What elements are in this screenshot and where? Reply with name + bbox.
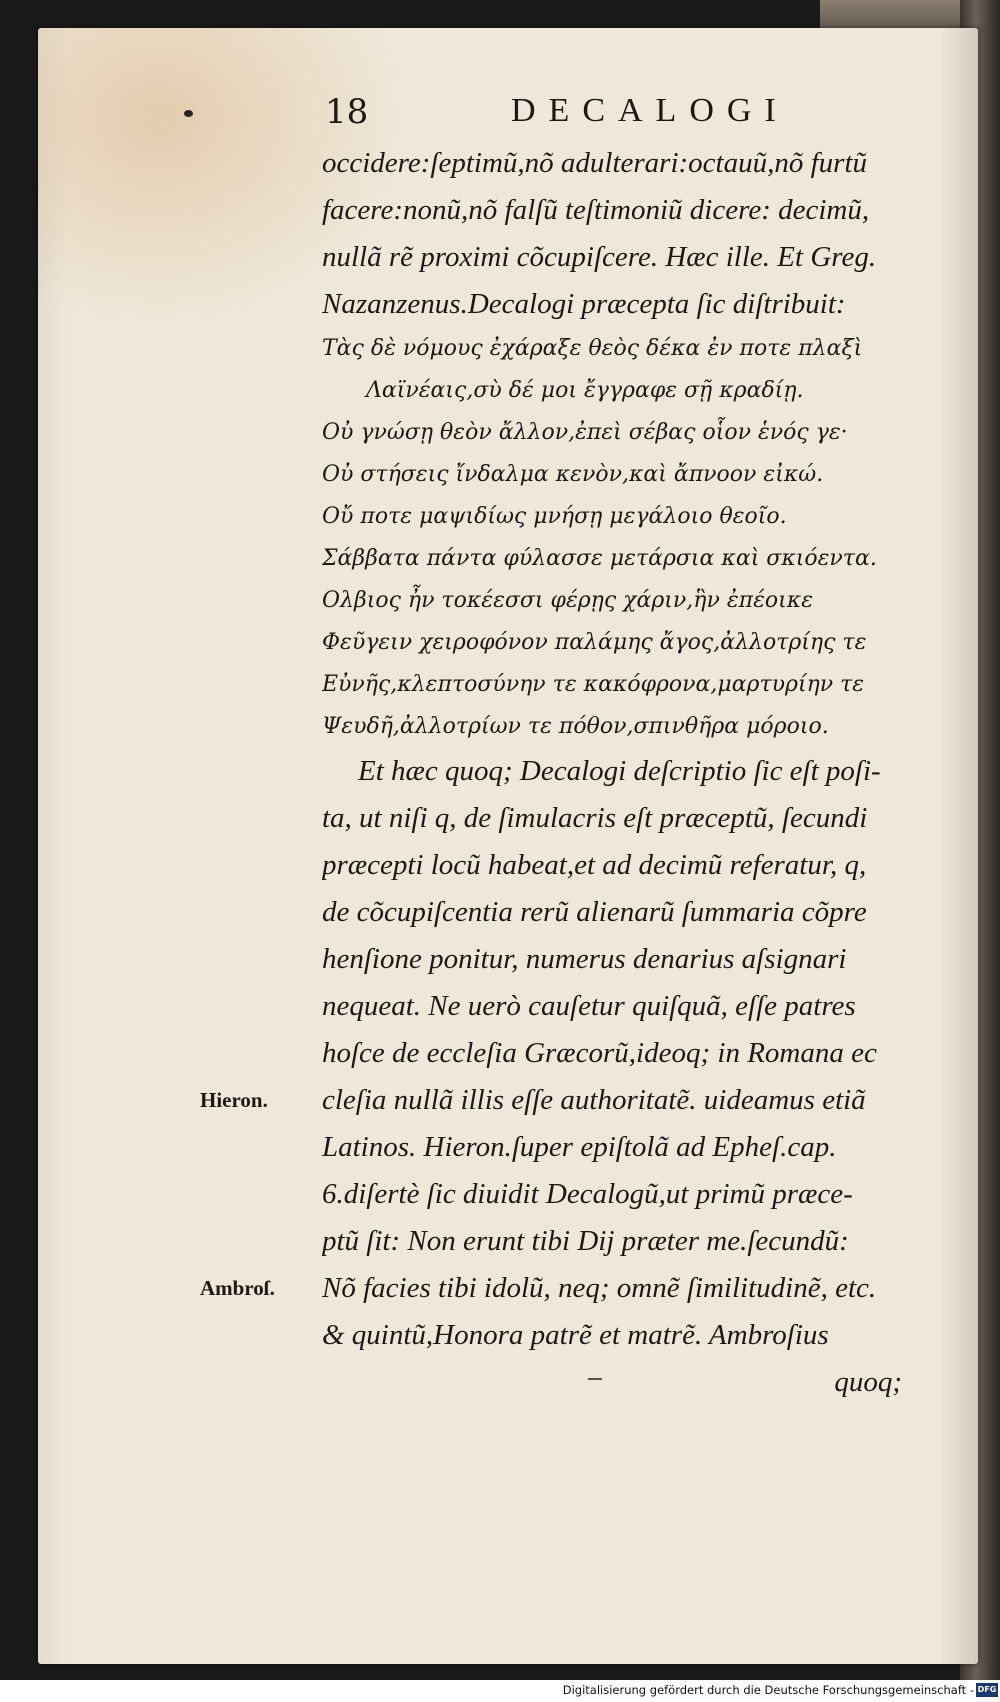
text-line: nullã rẽ proximi cõcupiſcere. Hæc ille. Et Greg. <box>322 241 877 273</box>
text-line: & quintũ,Honora patrẽ et matrẽ. Ambroſius <box>322 1319 829 1351</box>
text-line: Nazanzenus.Decalogi præcepta ſic diſtribuit: <box>322 288 846 320</box>
text-line: Et hæc quoq; Decalogi deſcriptio ſic eſt poſi- <box>358 755 881 787</box>
ink-spot <box>184 110 193 117</box>
footer-credit: Digitalisierung gefördert durch die Deutsche Forschungsgemeinschaft - <box>562 1683 974 1697</box>
greek-verse-line: Οὐ στήσεις ἴνδαλμα κενὸν,καὶ ἄπνοον εἰκώ. <box>322 462 824 487</box>
greek-verse-line: Σάββατα πάντα φύλασσε μετάρσια καὶ σκιόεντα. <box>322 546 877 571</box>
text-line: ptũ ſit: Non erunt tibi Dij præter me.ſecundũ: <box>322 1225 849 1257</box>
running-title: DECALOGI <box>511 92 789 129</box>
text-line: præcepti locũ habeat,et ad decimũ referatur, q, <box>322 849 867 881</box>
text-line: facere:nonũ,nõ falſũ teſtimoniũ dicere: decimũ, <box>322 194 870 226</box>
text-line: Nõ facies tibi idolũ, neq; omnẽ ſimilitudinẽ, etc. <box>322 1272 877 1304</box>
text-line: henſione ponitur, numerus denarius aſsignari <box>322 943 847 975</box>
greek-verse-line: Φεῦγειν χειροφόνον παλάμης ἄγος,ἀλλοτρίης τε <box>322 630 867 655</box>
greek-verse-line: Τὰς δὲ νόμους ἐχάραξε θεὸς δέκα ἐν ποτε πλαξὶ <box>322 336 863 361</box>
greek-verse-line: Λαϊνέαις,σὺ δέ μοι ἔγγραφε σῇ κραδίῃ. <box>366 378 804 403</box>
page-number: 18 <box>325 92 369 132</box>
greek-verse-line: Οὔ ποτε μαψιδίως μνήσῃ μεγάλοιο θεοῖο. <box>322 504 787 529</box>
text-line: ta, ut niſi q, de ſimulacris eſt præceptũ, ſecundi <box>322 802 868 834</box>
greek-verse-line: Οὐ γνώσῃ θεὸν ἄλλον,ἐπεὶ σέβας οἷον ἑνός γε· <box>322 420 848 445</box>
dfg-logo: DFG <box>976 1683 998 1697</box>
greek-verse-line: Ολβιος ἦν τοκέεσσι φέρῃς χάριν,ἣν ἐπέοικε <box>322 588 814 613</box>
ink-mark <box>588 1378 602 1380</box>
margin-note-hieron: Hieron. <box>200 1088 268 1112</box>
page-header <box>325 92 965 138</box>
digitization-footer <box>0 1680 1000 1702</box>
text-line: Latinos. Hieron.ſuper epiſtolã ad Epheſ.cap. <box>322 1131 837 1163</box>
catchword: quoq; <box>834 1366 902 1398</box>
body-text <box>322 140 962 1406</box>
text-line: de cõcupiſcentia rerũ alienarũ ſummaria cõpre <box>322 896 867 928</box>
greek-verse-line: Ψευδῆ,ἀλλοτρίων τε πόθον,σπινθῆρα μόροιο. <box>322 714 829 739</box>
margin-note-ambros: Ambroſ. <box>200 1276 275 1300</box>
text-line: hoſce de eccleſia Græcorũ,ideoq; in Romana ec <box>322 1037 877 1069</box>
text-line: occidere:ſeptimũ,nõ adulterari:octauũ,nõ furtũ <box>322 147 867 179</box>
text-line: 6.diſertè ſic diuidit Decalogũ,ut primũ præce- <box>322 1178 853 1210</box>
greek-verse-line: Εὐνῆς,κλεπτοσύνην τε κακόφρονα,μαρτυρίην τε <box>322 672 865 697</box>
text-line: nequeat. Ne uerò cauſetur quiſquã, eſſe patres <box>322 990 856 1022</box>
text-line: cleſia nullã illis eſſe authoritatẽ. uideamus etiã <box>322 1084 866 1116</box>
